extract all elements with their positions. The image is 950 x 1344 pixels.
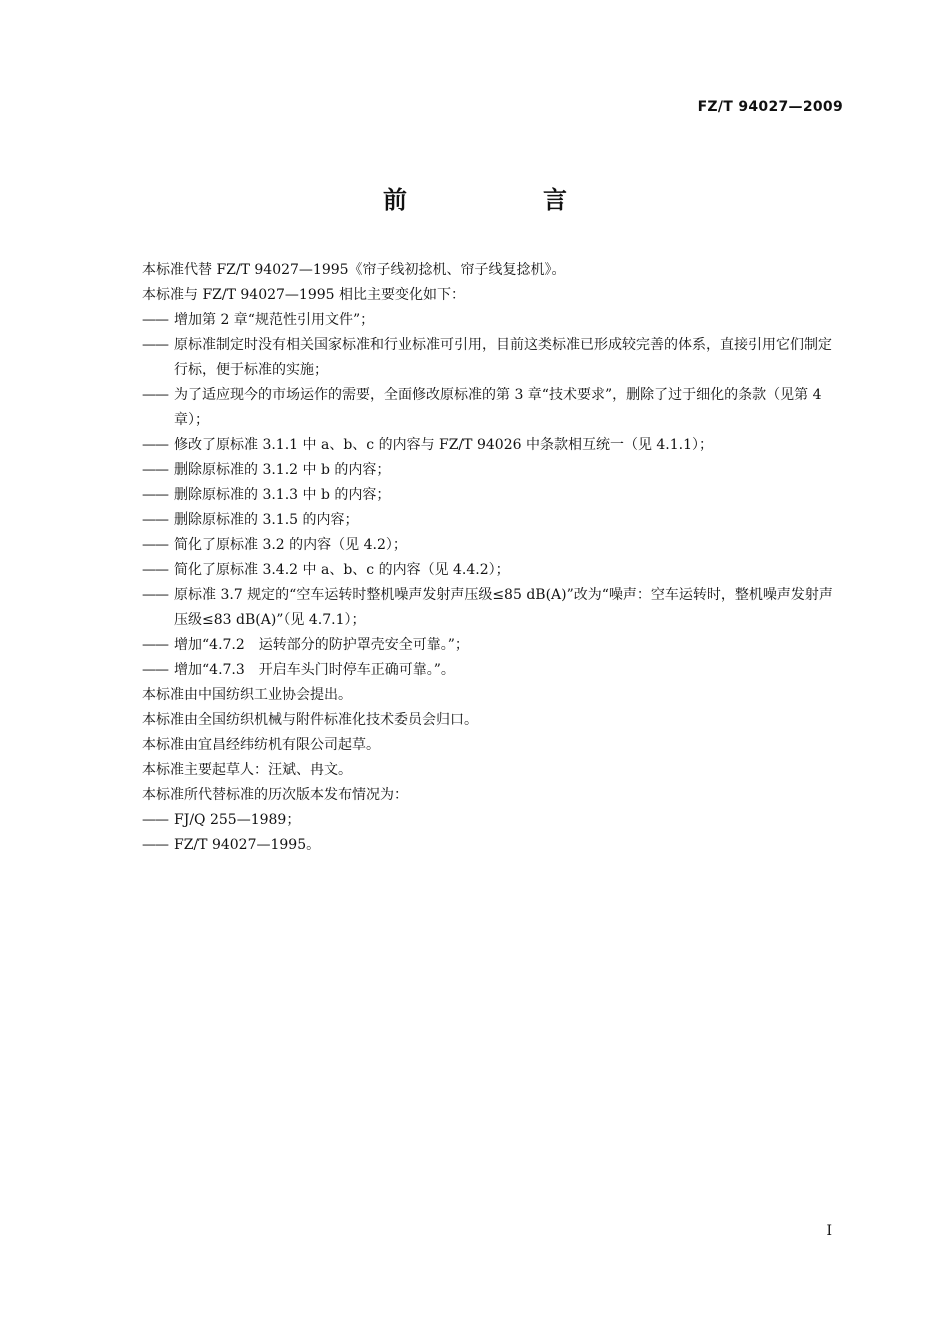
change-item-text: 原标准 3.7 规定的“空车运转时整机噪声发射声压级≤85 dB(A)”改为“噪声：空车运转时，整机噪声发射声压级≤83 dB(A)”（见 4.7.1）；	[174, 587, 833, 628]
change-item-text: 删除原标准的 3.1.2 中 b 的内容；	[174, 462, 391, 478]
dash-marker: ——	[142, 437, 168, 453]
change-item-text: 增加第 2 章“规范性引用文件”；	[174, 312, 375, 328]
dash-marker: ——	[142, 662, 168, 678]
change-item	[142, 333, 844, 383]
history-item	[142, 808, 844, 833]
closing-paragraph: 本标准所代替标准的历次版本发布情况为：	[142, 787, 408, 803]
change-item-text: 增加“4.7.2 运转部分的防护罩壳安全可靠。”；	[174, 637, 469, 653]
dash-marker: ——	[142, 562, 168, 578]
dash-marker: ——	[142, 312, 168, 328]
dash-marker: ——	[142, 537, 168, 553]
change-item	[142, 458, 844, 483]
dash-marker: ——	[142, 337, 168, 353]
closing-paragraph: 本标准主要起草人：汪斌、冉文。	[142, 762, 352, 778]
intro-paragraph: 本标准与 FZ/T 94027—1995 相比主要变化如下：	[142, 287, 466, 303]
change-item	[142, 383, 844, 433]
change-item-text: 原标准制定时没有相关国家标准和行业标准可引用，目前这类标准已形成较完善的体系，直接引用它们制定行标，便于标准的实施；	[174, 337, 832, 378]
change-item	[142, 583, 844, 633]
change-item-text: 简化了原标准 3.2 的内容（见 4.2）；	[174, 537, 407, 553]
dash-marker: ——	[142, 637, 168, 653]
change-item-text: 修改了原标准 3.1.1 中 a、b、c 的内容与 FZ/T 94026 中条款相互统一（见 4.1.1）；	[174, 437, 714, 453]
dash-marker: ——	[142, 837, 168, 853]
change-item	[142, 508, 844, 533]
closing-paragraph: 本标准由全国纺织机械与附件标准化技术委员会归口。	[142, 712, 478, 728]
history-item	[142, 833, 844, 858]
change-item	[142, 483, 844, 508]
dash-marker: ——	[142, 462, 168, 478]
page-number: I	[826, 1223, 832, 1239]
foreword-body	[142, 258, 844, 858]
history-item-text: FJ/Q 255—1989；	[174, 812, 301, 828]
history-item-text: FZ/T 94027—1995。	[174, 837, 321, 853]
change-item	[142, 533, 844, 558]
intro-paragraph: 本标准代替 FZ/T 94027—1995《帘子线初捻机、帘子线复捻机》。	[142, 262, 566, 278]
page-title: 前 言	[383, 186, 623, 214]
change-item	[142, 633, 844, 658]
change-item-text: 删除原标准的 3.1.5 的内容；	[174, 512, 359, 528]
dash-marker: ——	[142, 487, 168, 503]
change-item	[142, 658, 844, 683]
change-item	[142, 558, 844, 583]
dash-marker: ——	[142, 587, 168, 603]
closing-paragraph: 本标准由宜昌经纬纺机有限公司起草。	[142, 737, 380, 753]
change-item-text: 删除原标准的 3.1.3 中 b 的内容；	[174, 487, 391, 503]
change-item	[142, 433, 844, 458]
dash-marker: ——	[142, 512, 168, 528]
dash-marker: ——	[142, 387, 168, 403]
closing-paragraph: 本标准由中国纺织工业协会提出。	[142, 687, 352, 703]
dash-marker: ——	[142, 812, 168, 828]
change-item-text: 增加“4.7.3 开启车头门时停车正确可靠。”。	[174, 662, 455, 678]
standard-number: FZ/T 94027—2009	[697, 99, 843, 115]
change-item	[142, 308, 844, 333]
change-item-text: 简化了原标准 3.4.2 中 a、b、c 的内容（见 4.4.2）；	[174, 562, 510, 578]
change-item-text: 为了适应现今的市场运作的需要，全面修改原标准的第 3 章“技术要求”，删除了过于细化的条款（见第 4 章）；	[174, 387, 822, 428]
